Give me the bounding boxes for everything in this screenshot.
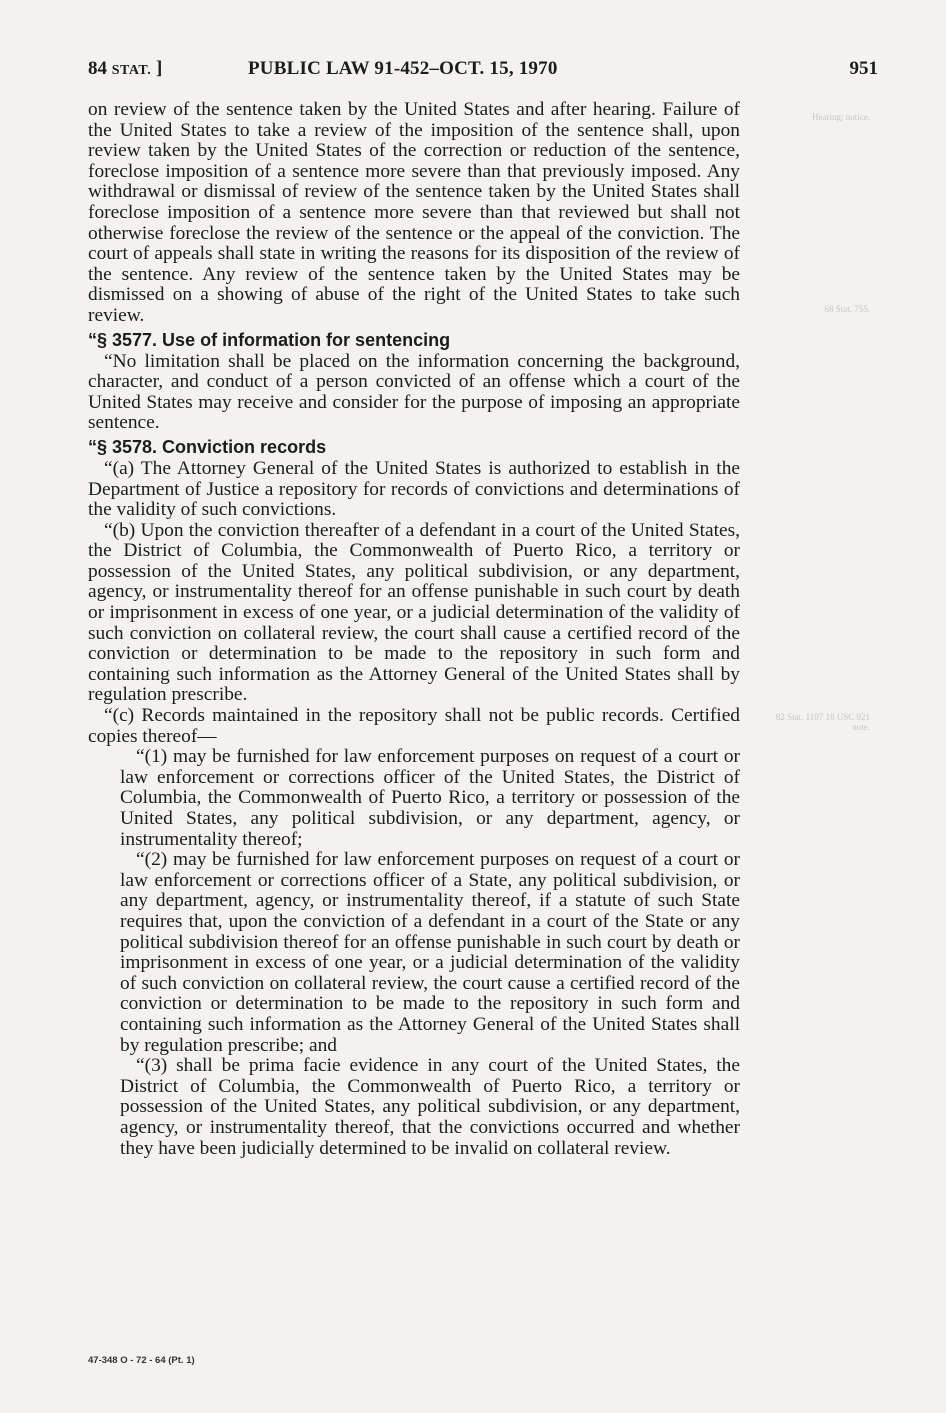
- stat-number: 84: [88, 58, 107, 79]
- paragraph-3577: “No limitation shall be placed on the information concerning the background, character, and conduct of a person convicted of an offense which a court of the United States may receive and consider for the purpose of imposing an appropriate sentence.: [88, 350, 740, 434]
- paragraph-opening: on review of the sentence taken by the United States and after hearing. Failure of the United States to take a review of the imposition of the sentence shall, upon review taken by the United States of the correction or reduction of the sentence, foreclose imposition of a sentence more severe than that previously imposed. Any withdrawal or dismissal of review of the sentence taken by the United States shall foreclose imposition of a sentence more severe than that reviewed but shall not otherwise foreclose the review of the sentence or the appeal of the conviction. The court of appeals shall state in writing the reasons for its disposition of the review of the sentence. Any review of the sentence taken by the United States may be dismissed on a showing of abuse of the right of the United States to take such review.: [88, 99, 740, 326]
- document-body: [88, 100, 740, 1159]
- margin-bleed-note-2: 68 Stat. 755.: [824, 304, 870, 314]
- paragraph-b: “(b) Upon the conviction thereafter of a defendant in a court of the United States, the District of Columbia, the Commonwealth of Puerto Rico, a territory or possession of the United States, any political subdivision, or any department, agency, or instrumentality thereof for an offense punishable in such court by death or imprisonment in excess of one year, or a judicial determination of the validity of such conviction on collateral review, the court shall cause a certified record of the conviction or determination to be made to the repository in such form and containing such information as the Attorney General of the United States shall by regulation prescribe.: [88, 519, 740, 706]
- section-heading-3578: “§ 3578. Conviction records: [88, 436, 327, 457]
- stat-bracket: ]: [155, 58, 163, 79]
- margin-bleed-note-1: Hearing; notice.: [812, 112, 870, 122]
- paragraph-c3: “(3) shall be prima facie evidence in any court of the United States, the District of Columbia, the Commonwealth of Puerto Rico, a territory or possession of the United States, any political subdivision, or any department, agency, or instrumentality thereof, that the convictions occurred and whether they have been judicially determined to be invalid on collateral review.: [120, 1055, 740, 1159]
- page-header: [88, 58, 878, 84]
- margin-bleed-note-3: 82 Stat. 1107 18 USC 921 note.: [775, 712, 870, 732]
- section-heading-3577: “§ 3577. Use of information for sentencing: [88, 329, 451, 350]
- stat-label: STAT.: [111, 63, 152, 78]
- paragraph-c: “(c) Records maintained in the repository shall not be public records. Certified copies thereof—: [88, 705, 740, 747]
- running-title: PUBLIC LAW 91-452–OCT. 15, 1970: [248, 58, 558, 79]
- paragraph-c1: “(1) may be furnished for law enforcement purposes on request of a court or law enforcement or corrections officer of the United States, the District of Columbia, the Commonwealth of Puerto Rico, a territory or possession of the United States, any political subdivision, or any department, agency, or instrumentality thereof;: [120, 746, 740, 850]
- page-number: 951: [849, 58, 878, 79]
- statute-reference: [88, 58, 162, 80]
- print-code: 47-348 O - 72 - 64 (Pt. 1): [88, 1355, 195, 1366]
- paragraph-c2: “(2) may be furnished for law enforcement purposes on request of a court or law enforcement or corrections officer of a State, any political subdivision, or any department, agency, or instrumentality thereof, if a statute of such State requires that, upon the conviction of a defendant in a court of the State or any political subdivision thereof for an offense punishable in such court by death or imprisonment in excess of one year, or a judicial determination of the validity of such conviction on collateral review, the court cause a certified record of the conviction or determination to be made to the repository in such form and containing such information as the Attorney General of the United States shall by regulation prescribe; and: [120, 849, 740, 1056]
- paragraph-a: “(a) The Attorney General of the United States is authorized to establish in the Department of Justice a repository for records of convictions and determinations of the validity of such convictions.: [88, 457, 740, 521]
